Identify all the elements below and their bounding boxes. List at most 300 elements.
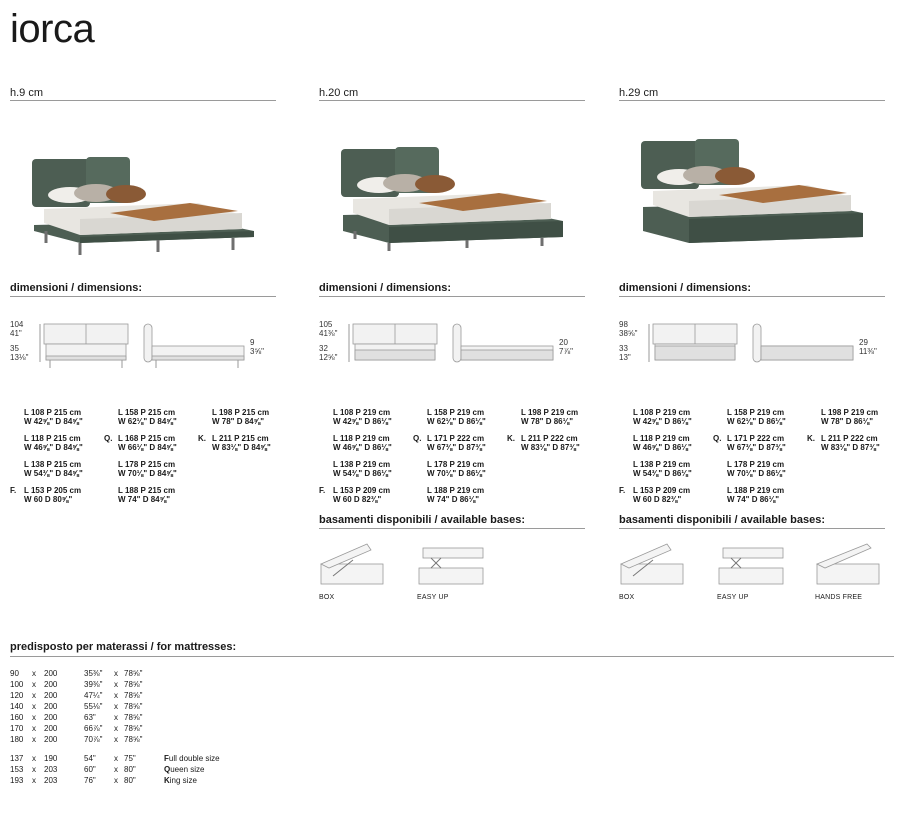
depth-value: P 219 cm [355, 460, 391, 469]
depth-value: P 219 cm [655, 460, 691, 469]
depth-value: P 219 cm [655, 408, 691, 417]
length-value: L 158 [118, 408, 139, 417]
size-inch-row [212, 417, 294, 426]
depth-inch-value: D 86⅛" [758, 417, 786, 426]
size-inch-row [427, 443, 509, 452]
length-value: L 211 [521, 434, 541, 443]
size-cm-row [727, 486, 809, 495]
height-mattress-label [619, 344, 631, 362]
depth-value: P 222 cm [449, 434, 485, 443]
size-option [619, 486, 715, 504]
width-inch-value: W 78" [212, 417, 235, 426]
mattress-note-initial: Q [164, 765, 171, 774]
depth-inch-value: D 86⅛" [758, 469, 786, 478]
mattress-w: 90 [10, 669, 19, 678]
size-cm-row [118, 408, 200, 417]
front-base [46, 356, 126, 360]
width-inch-value: W 70⅛" [727, 469, 757, 478]
size-inch-row [727, 417, 809, 426]
length-value: L 158 [727, 408, 748, 417]
size-cm-row [427, 434, 509, 443]
length-value: L 171 [727, 434, 748, 443]
mattress-x: x [32, 691, 36, 700]
base-label: EASY UP [717, 594, 749, 601]
size-type-label: Q. [104, 434, 113, 443]
mattress-w-in: 39⅜" [84, 680, 103, 689]
mattress-note-text: ueen size [170, 765, 205, 774]
length-value: L 211 [821, 434, 841, 443]
depth-inch-value: D 82⅜" [653, 495, 682, 504]
depth-inch-value: D 86⅛" [458, 417, 486, 426]
length-value: L 188 [118, 486, 139, 495]
size-cm-row [727, 408, 809, 417]
dimension-diagram-block [10, 322, 280, 378]
mattress-note-initial: F [164, 754, 169, 763]
mattress-note-initial: K [164, 776, 170, 785]
mattress-w-in: 60" [84, 765, 96, 774]
base-illustration [717, 542, 787, 588]
bases-heading: basamenti disponibili / available bases: [319, 514, 585, 529]
size-cm-row [633, 434, 715, 443]
base-illustration [815, 542, 885, 588]
height-mattress-label [319, 344, 337, 362]
width-inch-value: W 62⅛" [118, 417, 148, 426]
size-type-label: Q. [413, 434, 422, 443]
mattress-heading: predisposto per materassi / for mattresses: [10, 640, 894, 657]
height-base-label-in: 11⅜" [859, 347, 877, 356]
depth-inch-value: D 84⅝" [149, 443, 177, 452]
size-option [807, 434, 900, 452]
depth-value: P 219 cm [449, 486, 485, 495]
height-total-label-cm: 98 [619, 320, 628, 329]
size-inch-row [727, 469, 809, 478]
mattress-l: 200 [44, 713, 58, 722]
mattress-x: x [32, 735, 36, 744]
depth-inch-value: D 84⅝" [243, 443, 271, 452]
depth-value: P 215 cm [140, 434, 176, 443]
size-option [333, 460, 415, 478]
mattress-x: x [32, 680, 36, 689]
mattress-l: 200 [44, 702, 58, 711]
box-base-icon [321, 544, 383, 584]
size-option [521, 408, 603, 426]
size-option [427, 408, 509, 426]
size-cm-row [333, 408, 415, 417]
depth-inch-value: D 84⅝" [55, 443, 83, 452]
size-inch-row [24, 469, 106, 478]
mattress-w: 153 [10, 765, 24, 774]
height-base-label [559, 338, 573, 356]
depth-value: P 219 cm [543, 408, 579, 417]
size-inch-row [821, 417, 900, 426]
length-value: L 153 [633, 486, 654, 495]
size-inch-row [333, 469, 415, 478]
size-type-label: K. [507, 434, 515, 443]
size-inch-row [727, 443, 809, 452]
base-illustration [417, 542, 487, 588]
depth-inch-value: D 87⅜" [458, 443, 486, 452]
length-value: L 198 [212, 408, 233, 417]
width-inch-value: W 60 [633, 495, 652, 504]
size-inch-row [118, 443, 200, 452]
pillow [415, 175, 455, 193]
height-label: h.29 cm [619, 86, 885, 101]
size-option [427, 460, 509, 478]
size-option [633, 408, 715, 426]
size-option [713, 434, 809, 452]
length-value: L 118 [633, 434, 653, 443]
width-inch-value: W 46⅝" [633, 443, 663, 452]
height-mattress-label-in: 13" [619, 353, 631, 362]
bed-leg [541, 238, 544, 246]
size-cm-row [333, 486, 415, 495]
height-mattress-label [10, 344, 28, 362]
depth-inch-value: D 84⅝" [55, 469, 83, 478]
bed-illustration [341, 147, 563, 251]
mattress-l-in: 78⅝" [124, 669, 143, 678]
depth-inch-value: D 84⅝" [236, 417, 265, 426]
width-inch-value: W 46⅝" [333, 443, 363, 452]
width-inch-value: W 42⅝" [24, 417, 54, 426]
base-option [319, 542, 389, 602]
width-inch-value: W 54⅜" [633, 469, 663, 478]
height-total-label [10, 320, 23, 338]
mattress-note-text: ull double size [168, 754, 220, 763]
side-headboard [753, 324, 761, 362]
width-inch-value: W 42⅝" [633, 417, 663, 426]
mattress-x: x [32, 754, 36, 763]
bed-photo [28, 136, 258, 256]
base-label: BOX [319, 594, 335, 601]
dimension-diagram-block [619, 322, 889, 378]
size-inch-row [24, 495, 106, 504]
length-value: L 188 [727, 486, 748, 495]
size-cm-row [427, 460, 509, 469]
size-inch-row [427, 469, 509, 478]
depth-inch-value: D 87⅜" [552, 443, 580, 452]
size-option [821, 408, 900, 426]
length-value: L 138 [24, 460, 45, 469]
length-value: L 198 [521, 408, 542, 417]
size-option [24, 460, 106, 478]
mattress-l: 200 [44, 680, 58, 689]
size-list [10, 408, 280, 508]
size-cm-row [24, 434, 106, 443]
bed-leg [79, 243, 82, 255]
depth-inch-value: D 86⅛" [451, 495, 480, 504]
size-cm-row [521, 408, 603, 417]
length-value: L 178 [727, 460, 748, 469]
size-inch-row [633, 495, 715, 504]
depth-inch-value: D 86⅛" [364, 469, 392, 478]
depth-inch-value: D 84⅝" [142, 495, 171, 504]
height-label: h.20 cm [319, 86, 585, 101]
mattress-note-text: ing size [169, 776, 197, 785]
size-inch-row [212, 443, 294, 452]
size-option [319, 486, 415, 504]
mattress-l-in: 78⅝" [124, 680, 143, 689]
width-inch-value: W 54⅜" [24, 469, 54, 478]
mattress-l: 200 [44, 735, 58, 744]
height-total-label-cm: 104 [10, 320, 24, 329]
dimensions-heading: dimensioni / dimensions: [10, 282, 276, 297]
mattress-l-in: 78⅝" [124, 735, 143, 744]
size-inch-row [521, 417, 603, 426]
length-value: L 118 [333, 434, 353, 443]
height-mattress-label-in: 13⅛" [10, 353, 29, 362]
mattress-x2: x [114, 702, 118, 711]
depth-value: P 222 cm [543, 434, 578, 443]
size-inch-row [118, 469, 200, 478]
size-list [319, 408, 589, 508]
width-inch-value: W 83⅛" [212, 443, 242, 452]
size-option [212, 408, 294, 426]
size-inch-row [118, 417, 200, 426]
size-cm-row [427, 486, 509, 495]
length-value: L 198 [821, 408, 842, 417]
height-base-label-in: 7⅞" [559, 347, 573, 356]
depth-value: P 209 cm [355, 486, 391, 495]
size-inch-row [333, 443, 415, 452]
base-option [619, 542, 689, 602]
size-cm-row [118, 486, 200, 495]
mattress-w-in: 66⅞" [84, 724, 103, 733]
side-base [152, 356, 244, 360]
size-option [24, 408, 106, 426]
size-cm-row [821, 434, 900, 443]
depth-value: P 215 cm [140, 460, 176, 469]
mattress-note [164, 753, 220, 764]
size-option [633, 434, 715, 452]
length-value: L 108 [633, 408, 654, 417]
depth-value: P 219 cm [355, 434, 390, 443]
size-option [10, 486, 106, 504]
mattress-note [164, 775, 197, 786]
size-type-label: F. [319, 486, 326, 495]
bases-heading: basamenti disponibili / available bases: [619, 514, 885, 529]
height-label: h.9 cm [10, 86, 276, 101]
length-value: L 188 [427, 486, 448, 495]
length-value: L 108 [24, 408, 45, 417]
width-inch-value: W 83⅛" [521, 443, 551, 452]
mattress-x2: x [114, 724, 118, 733]
depth-inch-value: D 80⅝" [44, 495, 73, 504]
depth-inch-value: D 84⅝" [149, 417, 177, 426]
height-base-label-cm: 29 [859, 338, 868, 347]
mattress-w: 160 [10, 713, 24, 722]
mattress-x: x [32, 713, 36, 722]
depth-value: P 215 cm [46, 408, 82, 417]
depth-value: P 219 cm [449, 408, 485, 417]
size-inch-row [118, 495, 200, 504]
mattress-l-in: 80" [124, 765, 136, 774]
width-inch-value: W 70⅛" [427, 469, 457, 478]
size-option [507, 434, 603, 452]
mattress-x: x [32, 776, 36, 785]
mattress-l-in: 75" [124, 754, 136, 763]
size-cm-row [633, 486, 715, 495]
width-inch-value: W 60 [333, 495, 352, 504]
height-mattress-label-cm: 35 [10, 344, 19, 353]
depth-value: P 222 cm [843, 434, 878, 443]
width-inch-value: W 60 [24, 495, 43, 504]
size-cm-row [333, 434, 415, 443]
dimension-diagram [619, 322, 889, 378]
bed-leg [388, 243, 391, 251]
length-value: L 178 [118, 460, 139, 469]
size-inch-row [24, 417, 106, 426]
mattress-x2: x [114, 680, 118, 689]
mattress-w-in: 55⅛" [84, 702, 103, 711]
front-base [655, 346, 735, 360]
height-base-label [250, 338, 264, 356]
pillow [715, 167, 755, 185]
depth-value: P 219 cm [749, 408, 785, 417]
size-option [198, 434, 294, 452]
size-cm-row [212, 434, 294, 443]
height-base-label-cm: 9 [250, 338, 255, 347]
bed-leg [45, 231, 48, 243]
mattress-x2: x [114, 691, 118, 700]
mattress-w-in: 54" [84, 754, 96, 763]
size-type-label: K. [198, 434, 206, 443]
bed-illustration [641, 139, 863, 243]
depth-value: P 215 cm [46, 434, 81, 443]
width-inch-value: W 67⅜" [727, 443, 757, 452]
mattress-l-in: 78⅝" [124, 691, 143, 700]
length-value: L 153 [24, 486, 45, 495]
length-value: L 108 [333, 408, 354, 417]
width-inch-value: W 66⅛" [118, 443, 148, 452]
depth-value: P 215 cm [234, 408, 270, 417]
mattress-note [164, 764, 204, 775]
base-label: EASY UP [417, 594, 449, 601]
mattress-l-in: 78⅝" [124, 702, 143, 711]
size-cm-row [333, 460, 415, 469]
size-option [413, 434, 509, 452]
mattress-w-in: 63" [84, 713, 96, 722]
depth-inch-value: D 86⅛" [458, 469, 486, 478]
depth-inch-value: D 87⅜" [852, 443, 880, 452]
width-inch-value: W 74" [118, 495, 141, 504]
bed-leg [354, 231, 357, 239]
bed-leg [157, 240, 160, 252]
mattress-x2: x [114, 776, 118, 785]
height-base-label-cm: 20 [559, 338, 568, 347]
size-inch-row [333, 495, 415, 504]
width-inch-value: W 78" [521, 417, 544, 426]
size-cm-row [633, 460, 715, 469]
size-option [104, 434, 200, 452]
depth-inch-value: D 87⅜" [758, 443, 786, 452]
size-option [727, 460, 809, 478]
dimensions-heading: dimensioni / dimensions: [319, 282, 585, 297]
mattress-l-in: 78⅝" [124, 724, 143, 733]
width-inch-value: W 42⅝" [333, 417, 363, 426]
box-base-icon [621, 544, 683, 584]
depth-inch-value: D 86⅛" [364, 417, 392, 426]
mattress-w: 120 [10, 691, 24, 700]
size-inch-row [821, 443, 900, 452]
base-illustration [619, 542, 689, 588]
size-option [333, 408, 415, 426]
mattress-w: 140 [10, 702, 24, 711]
size-inch-row [427, 495, 509, 504]
mattress-l-in: 80" [124, 776, 136, 785]
mattress-x2: x [114, 713, 118, 722]
length-value: L 118 [24, 434, 44, 443]
mattress-x: x [32, 724, 36, 733]
length-value: L 168 [118, 434, 139, 443]
bed-illustration [32, 157, 254, 255]
depth-inch-value: D 86⅛" [664, 443, 692, 452]
depth-value: P 209 cm [655, 486, 691, 495]
mattress-l: 200 [44, 691, 58, 700]
size-inch-row [427, 417, 509, 426]
depth-inch-value: D 86⅛" [364, 443, 392, 452]
mattress-l: 200 [44, 724, 58, 733]
mattress-x: x [32, 702, 36, 711]
depth-value: P 219 cm [843, 408, 879, 417]
side-headboard [453, 324, 461, 362]
width-inch-value: W 74" [427, 495, 450, 504]
depth-inch-value: D 86⅛" [664, 417, 692, 426]
base-option [717, 542, 787, 602]
easy-up-base-icon [719, 548, 783, 584]
mattress-l: 203 [44, 776, 58, 785]
size-cm-row [821, 408, 900, 417]
mattress-w: 137 [10, 754, 24, 763]
size-option [118, 460, 200, 478]
mattress-w: 170 [10, 724, 24, 733]
mattress-l: 200 [44, 669, 58, 678]
size-type-label: F. [10, 486, 17, 495]
size-option [118, 486, 200, 504]
depth-value: P 219 cm [655, 434, 690, 443]
depth-value: P 219 cm [749, 460, 785, 469]
size-cm-row [118, 434, 200, 443]
size-cm-row [727, 460, 809, 469]
size-option [427, 486, 509, 504]
mattress-section [10, 640, 894, 785]
bed-photo [637, 136, 867, 256]
pillow [106, 185, 146, 203]
mattress-x2: x [114, 735, 118, 744]
base-option [815, 542, 885, 602]
size-cm-row [727, 434, 809, 443]
depth-inch-value: D 86⅛" [845, 417, 874, 426]
base-label: BOX [619, 594, 635, 601]
height-total-label-in: 38⅝" [619, 329, 638, 338]
size-cm-row [24, 460, 106, 469]
side-base [461, 350, 553, 360]
length-value: L 138 [333, 460, 354, 469]
bed-variant-column [619, 86, 885, 616]
width-inch-value: W 74" [727, 495, 750, 504]
easy-up-base-icon [419, 548, 483, 584]
side-headboard [144, 324, 152, 362]
dimensions-heading: dimensioni / dimensions: [619, 282, 885, 297]
mattress-x2: x [114, 754, 118, 763]
size-cm-row [24, 408, 106, 417]
size-list [619, 408, 889, 508]
mattress-l: 190 [44, 754, 58, 763]
length-value: L 171 [427, 434, 448, 443]
mattress-x2: x [114, 669, 118, 678]
size-cm-row [633, 408, 715, 417]
mattress-l-in: 78⅝" [124, 713, 143, 722]
height-mattress-label-cm: 33 [619, 344, 628, 353]
